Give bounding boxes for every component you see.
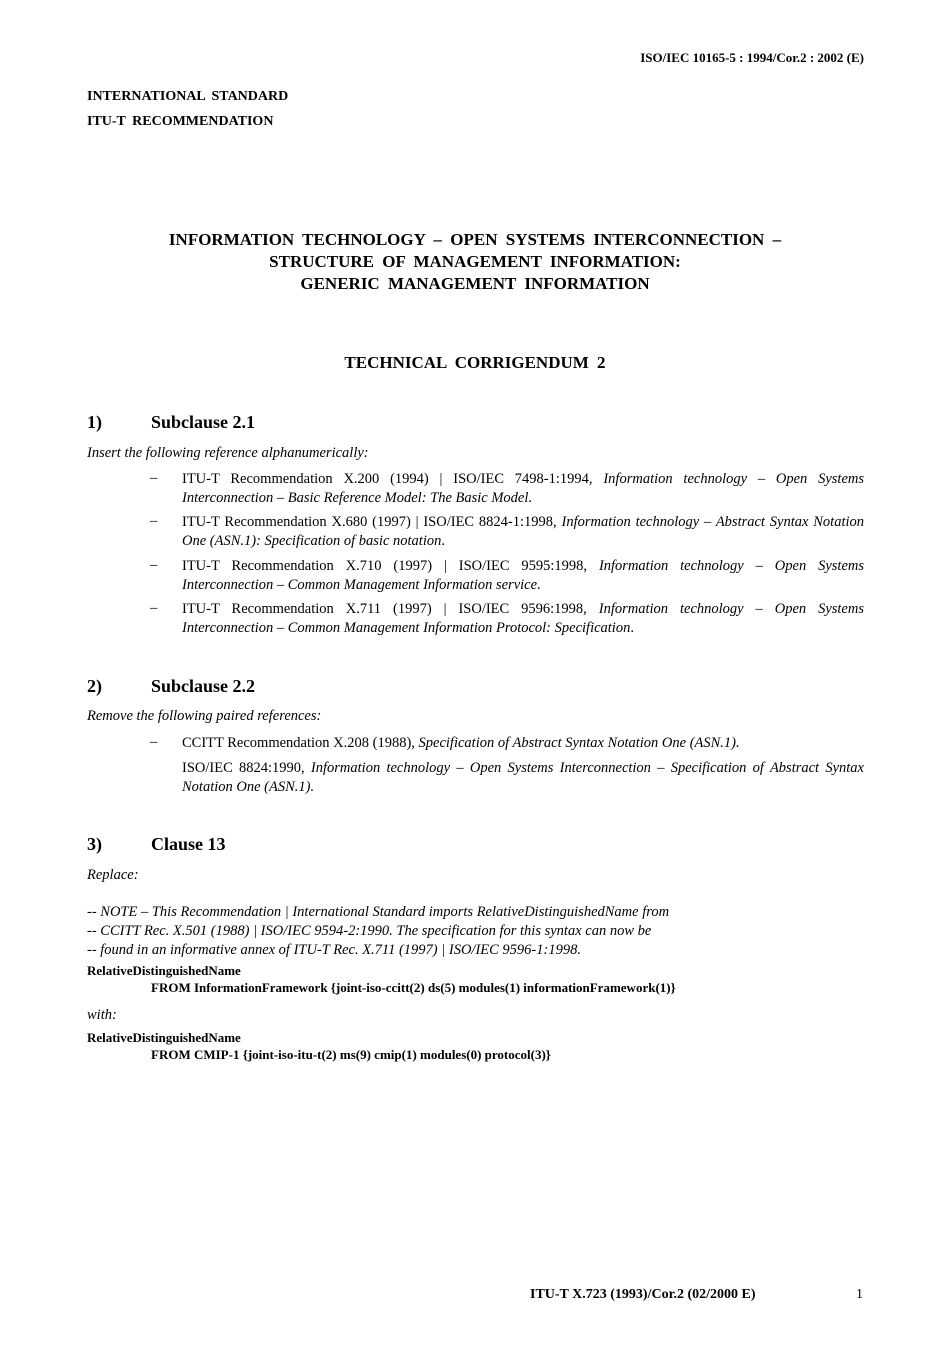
- reference-title: Specification of Abstract Syntax Notation One (ASN.1).: [418, 735, 740, 751]
- removed-reference-1: [182, 734, 864, 753]
- replace-label: Replace:: [87, 867, 139, 883]
- section-3-heading: Clause 13: [151, 834, 226, 854]
- reference-title: Information technology – Open Systems Interconnection – Basic Reference Model: The Basic Model: [182, 471, 864, 506]
- removed-reference-2: [182, 759, 864, 797]
- header-doc-ref: ISO/IEC 10165-5 : 1994/Cor.2 : 2002 (E): [640, 50, 864, 65]
- reference-item: [182, 513, 864, 551]
- note-line: -- CCITT Rec. X.501 (1988) | ISO/IEC 9594-2:1990. The specification for this syntax can now be: [87, 923, 652, 939]
- title-line-2: STRUCTURE OF MANAGEMENT INFORMATION:: [269, 252, 681, 271]
- reference-end: .: [537, 577, 541, 593]
- reference-plain: ITU-T Recommendation X.710 (1997) | ISO/IEC 9595:1998,: [182, 558, 599, 574]
- section-1-number: 1): [87, 412, 102, 432]
- old-import-name: RelativeDistinguishedName: [87, 963, 241, 978]
- reference-item: [182, 557, 864, 595]
- with-label: with:: [87, 1007, 117, 1023]
- reference-title: Information technology – Open Systems Interconnection – Common Management Information service: [182, 558, 864, 593]
- list-dash: –: [150, 470, 158, 486]
- reference-title: Information technology – Abstract Syntax Notation One (ASN.1): Specification of basic notation: [182, 514, 864, 549]
- list-dash: –: [150, 600, 158, 616]
- new-import-from: FROM CMIP-1 {joint-iso-itu-t(2) ms(9) cmip(1) modules(0) protocol(3)}: [151, 1047, 551, 1062]
- reference-plain: ITU-T Recommendation X.711 (1997) | ISO/IEC 9596:1998,: [182, 601, 599, 617]
- corrigendum-title: TECHNICAL CORRIGENDUM 2: [344, 353, 606, 372]
- title-line-3: GENERIC MANAGEMENT INFORMATION: [300, 274, 650, 293]
- old-import-from: FROM InformationFramework {joint-iso-ccitt(2) ds(5) modules(1) informationFramework(1)}: [151, 980, 676, 995]
- recommendation-label: ITU-T RECOMMENDATION: [87, 114, 274, 129]
- reference-title: Information technology – Open Systems Interconnection – Specification of Abstract Syntax Notation One (ASN.1).: [182, 760, 864, 795]
- section-2-intro: Remove the following paired references:: [87, 708, 322, 724]
- reference-plain: ISO/IEC 8824:1990,: [182, 760, 311, 776]
- standard-label: INTERNATIONAL STANDARD: [87, 89, 289, 104]
- reference-end: .: [528, 490, 533, 506]
- reference-title: Information technology – Open Systems Interconnection – Common Management Information Protocol: Specification: [182, 601, 864, 636]
- reference-end: .: [630, 620, 634, 636]
- section-2-heading: Subclause 2.2: [151, 676, 256, 696]
- note-line: -- NOTE – This Recommendation | International Standard imports RelativeDistinguishedName from: [87, 904, 670, 920]
- section-2-number: 2): [87, 676, 102, 696]
- note-line: -- found in an informative annex of ITU-T Rec. X.711 (1997) | ISO/IEC 9596-1:1998.: [87, 942, 581, 958]
- list-dash: –: [150, 734, 158, 750]
- reference-item: [182, 470, 864, 508]
- reference-plain: CCITT Recommendation X.208 (1988),: [182, 735, 419, 751]
- footer-doc-ref: ITU-T X.723 (1993)/Cor.2 (02/2000 E): [530, 1287, 756, 1302]
- section-1-intro: Insert the following reference alphanumerically:: [87, 445, 369, 461]
- section-3-number: 3): [87, 834, 102, 854]
- reference-plain: ITU-T Recommendation X.680 (1997) | ISO/IEC 8824-1:1998,: [182, 514, 562, 530]
- reference-plain: ITU-T Recommendation X.200 (1994) | ISO/IEC 7498-1:1994,: [182, 471, 604, 487]
- document-title: [87, 229, 863, 295]
- list-dash: –: [150, 557, 158, 573]
- list-dash: –: [150, 513, 158, 529]
- reference-item: [182, 600, 864, 638]
- page-number: 1: [856, 1287, 863, 1302]
- new-import-name: RelativeDistinguishedName: [87, 1030, 241, 1045]
- section-1-heading: Subclause 2.1: [151, 412, 256, 432]
- title-line-1: INFORMATION TECHNOLOGY – OPEN SYSTEMS INTERCONNECTION –: [168, 230, 782, 249]
- reference-end: .: [441, 533, 445, 549]
